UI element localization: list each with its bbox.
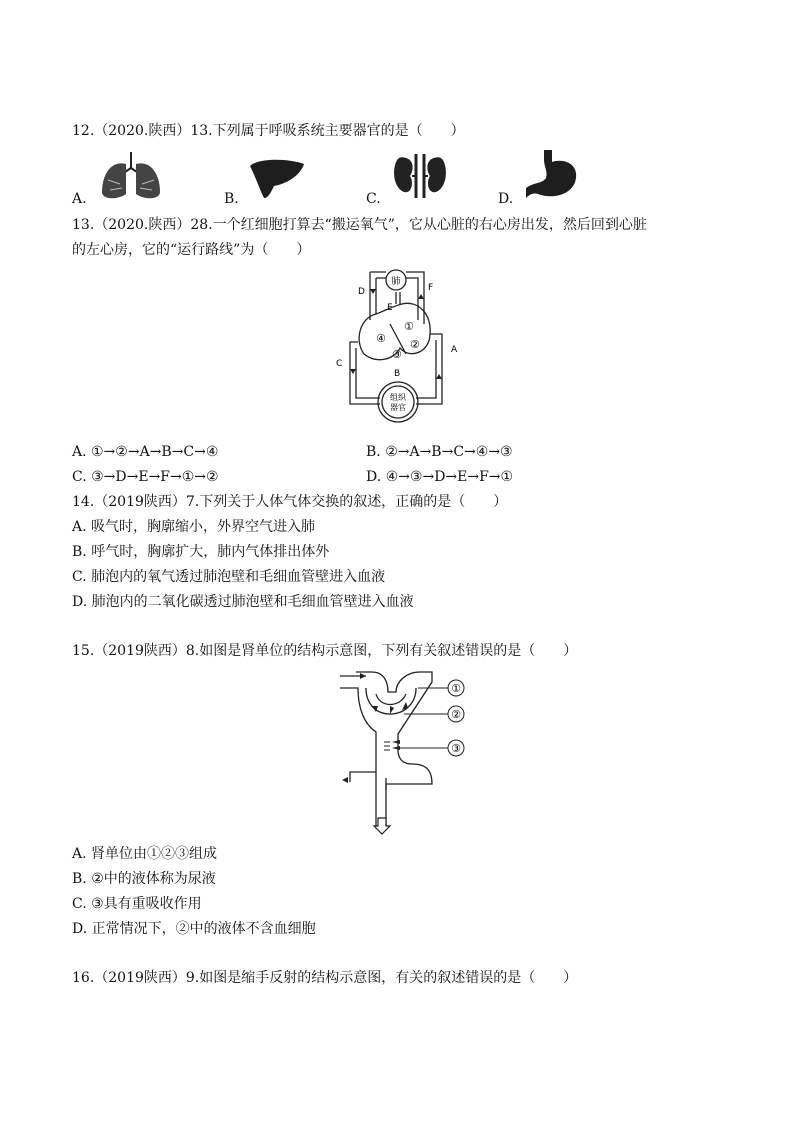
q12-stem: 12.（2020.陕西）13.下列属于呼吸系统主要器官的是（ ） — [72, 123, 465, 139]
q15-option-c: C. ③具有重吸收作用 — [72, 896, 202, 912]
q15-option-b: B. ②中的液体称为尿液 — [72, 871, 216, 887]
nephron-label-1: ① — [451, 682, 461, 695]
q14-stem: 14.（2019陕西）7.下列关于人体气体交换的叙述，正确的是（ ） — [72, 494, 508, 510]
q15-stem: 15.（2019陕西）8.如图是肾单位的结构示意图，下列有关叙述错误的是（ ） — [72, 643, 578, 659]
q13-stem-line1: 13.（2020.陕西）28.一个红细胞打算去“搬运氧气”，它从心脏的右心房出发，然后回到心脏 — [72, 217, 647, 233]
nephron-label-2: ② — [451, 708, 461, 721]
label-3: ③ — [392, 348, 402, 361]
organ-label-line1: 组织 — [390, 393, 406, 402]
q13-option-c: C. ③→D→E→F→①→② — [72, 469, 219, 485]
stomach-icon — [524, 148, 580, 200]
label-2: ② — [410, 338, 420, 351]
label-1: ① — [404, 320, 414, 333]
blood-circulation-diagram — [330, 264, 460, 432]
q14-option-a: A. 吸气时，胸廓缩小，外界空气进入肺 — [72, 519, 316, 535]
q14-option-c: C. 肺泡内的氧气透过肺泡壁和毛细血管壁进入血液 — [72, 569, 386, 585]
q13-option-a: A. ①→②→A→B→C→④ — [72, 444, 219, 460]
label-b: B — [394, 369, 401, 379]
lung-label: 肺 — [391, 277, 401, 287]
q12-option-d-label: D. — [498, 191, 514, 207]
label-d: D — [358, 287, 365, 297]
label-c: C — [336, 359, 343, 369]
q13-option-d: D. ④→③→D→E→F→① — [366, 469, 514, 485]
q14-option-d: D. 肺泡内的二氧化碳透过肺泡壁和毛细血管壁进入血液 — [72, 594, 414, 610]
q12-option-c-label: C. — [366, 191, 381, 207]
nephron-label-3: ③ — [451, 742, 461, 755]
nephron-diagram — [336, 668, 476, 836]
q12-option-b-label: B. — [224, 191, 239, 207]
lungs-icon — [98, 150, 164, 202]
label-e: E — [387, 303, 393, 313]
organ-label-line2: 器官 — [390, 403, 406, 412]
q12-option-a-label: A. — [72, 191, 87, 207]
label-a: A — [451, 345, 458, 355]
q15-option-a: A. 肾单位由①②③组成 — [72, 846, 218, 862]
label-f: F — [428, 283, 434, 293]
liver-icon — [248, 156, 306, 200]
kidneys-icon — [392, 152, 448, 200]
label-4: ④ — [376, 332, 386, 345]
q16-stem: 16.（2019陕西）9.如图是缩手反射的结构示意图，有关的叙述错误的是（ ） — [72, 970, 578, 986]
q15-option-d: D. 正常情况下，②中的液体不含血细胞 — [72, 921, 316, 937]
q13-stem-line2: 的左心房，它的“运行路线”为（ ） — [72, 242, 311, 258]
q13-option-b: B. ②→A→B→C→④→③ — [366, 444, 513, 460]
q14-option-b: B. 呼气时，胸廓扩大，肺内气体排出体外 — [72, 544, 330, 560]
